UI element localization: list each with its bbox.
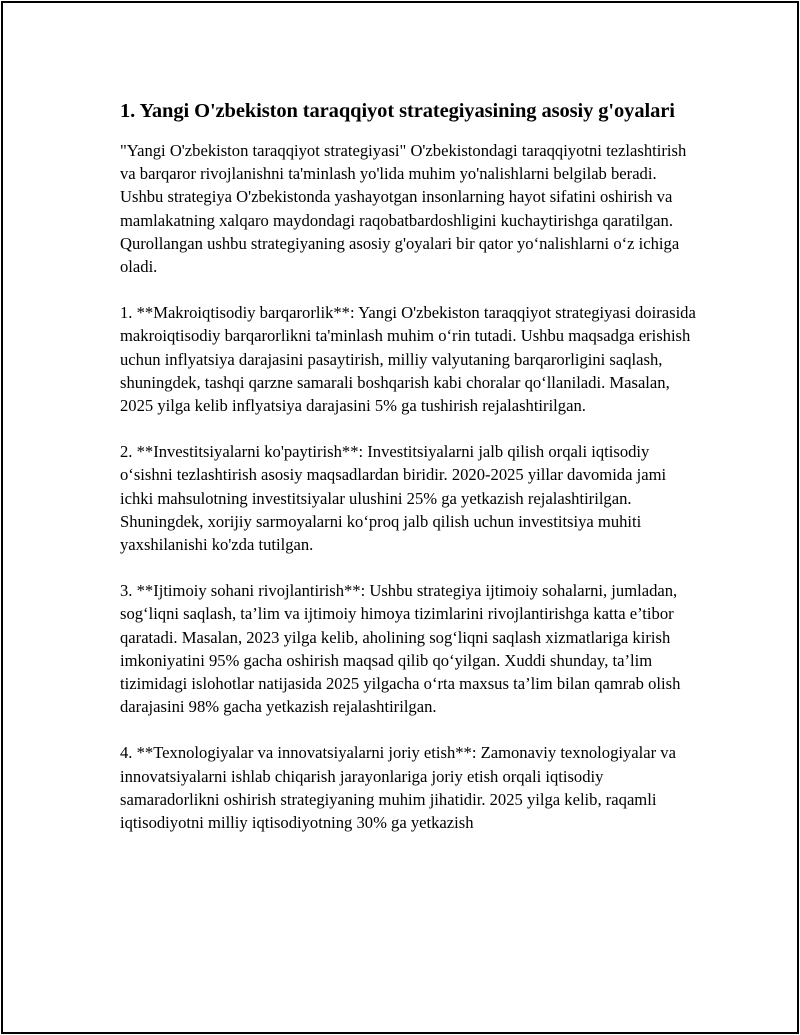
section-heading: 1. Yangi O'zbekiston taraqqiyot strategiyasining asosiy g'oyalari — [120, 100, 675, 122]
intro-paragraph: "Yangi O'zbekiston taraqqiyot strategiyasi" O'zbekistondagi taraqqiyotni tezlashtirish va barqaror rivojlanishni ta'minlash yo'lida muhim yo'nalishlarni belgilab beradi. Ushbu strategiya O'zbekistonda yashayotgan insonlarning hayot sifatini oshirish va mamlakatning xalqaro maydondagi raqobatbardoshligini kuchaytirishga qaratilgan. Qurollangan ushbu strategiyaning asosiy g'oyalari bir qator yo‘nalishlarni o‘z ichiga oladi. — [120, 141, 687, 277]
document-body — [120, 97, 700, 834]
paragraph-macroeconomic-stability: 1. **Makroiqtisodiy barqarorlik**: Yangi O'zbekiston taraqqiyot strategiyasi doirasida makroiqtisodiy barqarorlikni ta'minlash muhim o‘rin tutadi. Ushbu maqsadga erishish uchun inflyatsiya darajasini pasaytirish, milliy valyutaning barqarorligini saqlash, shuningdek, tashqi qarzne samarali boshqarish kabi choralar qo‘llaniladi. Masalan, 2025 yilga kelib inflyatsiya darajasini 5% ga tushirish rejalashtirilgan. — [120, 303, 696, 416]
paragraph-investments: 2. **Investitsiyalarni ko'paytirish**: Investitsiyalarni jalb qilish orqali iqtisodiy o‘sishni tezlashtirish asosiy maqsadlardan biridir. 2020-2025 yillar davomida jami ichki mahsulotning investitsiyalar ulushini 25% ga yetkazish rejalashtirilgan. Shuningdek, xorijiy sarmoyalarni ko‘proq jalb qilish uchun investitsiya muhiti yaxshilanishi ko'zda tutilgan. — [120, 442, 667, 555]
page-frame — [1, 1, 799, 1034]
paragraph-technologies: 4. **Texnologiyalar va innovatsiyalarni joriy etish**: Zamonaviy texnologiyalar va innovatsiyalarni ishlab chiqarish jarayonlariga joriy etish orqali iqtisodiy samaradorlikni oshirish strategiyaning muhim jihatidir. 2025 yilga kelib, raqamli iqtisodiyotni milliy iqtisodiyotning 30% ga yetkazish — [120, 743, 676, 833]
paragraph-social-sector: 3. **Ijtimoiy sohani rivojlantirish**: Ushbu strategiya ijtimoiy sohalarni, jumladan, sog‘liqni saqlash, ta’lim va ijtimoiy himoya tizimlarini rivojlantirishga katta e’tibor qaratadi. Masalan, 2023 yilga kelib, aholining sog‘liqni saqlash xizmatlariga kirish imkoniyatini 95% gacha oshirish maqsad qilib qo‘yilgan. Xuddi shunday, ta’lim tizimidagi islohotlar natijasida 2025 yilgacha o‘rta maxsus ta’lim bilan qamrab olish darajasini 98% gacha yetkazish rejalashtirilgan. — [120, 581, 681, 717]
